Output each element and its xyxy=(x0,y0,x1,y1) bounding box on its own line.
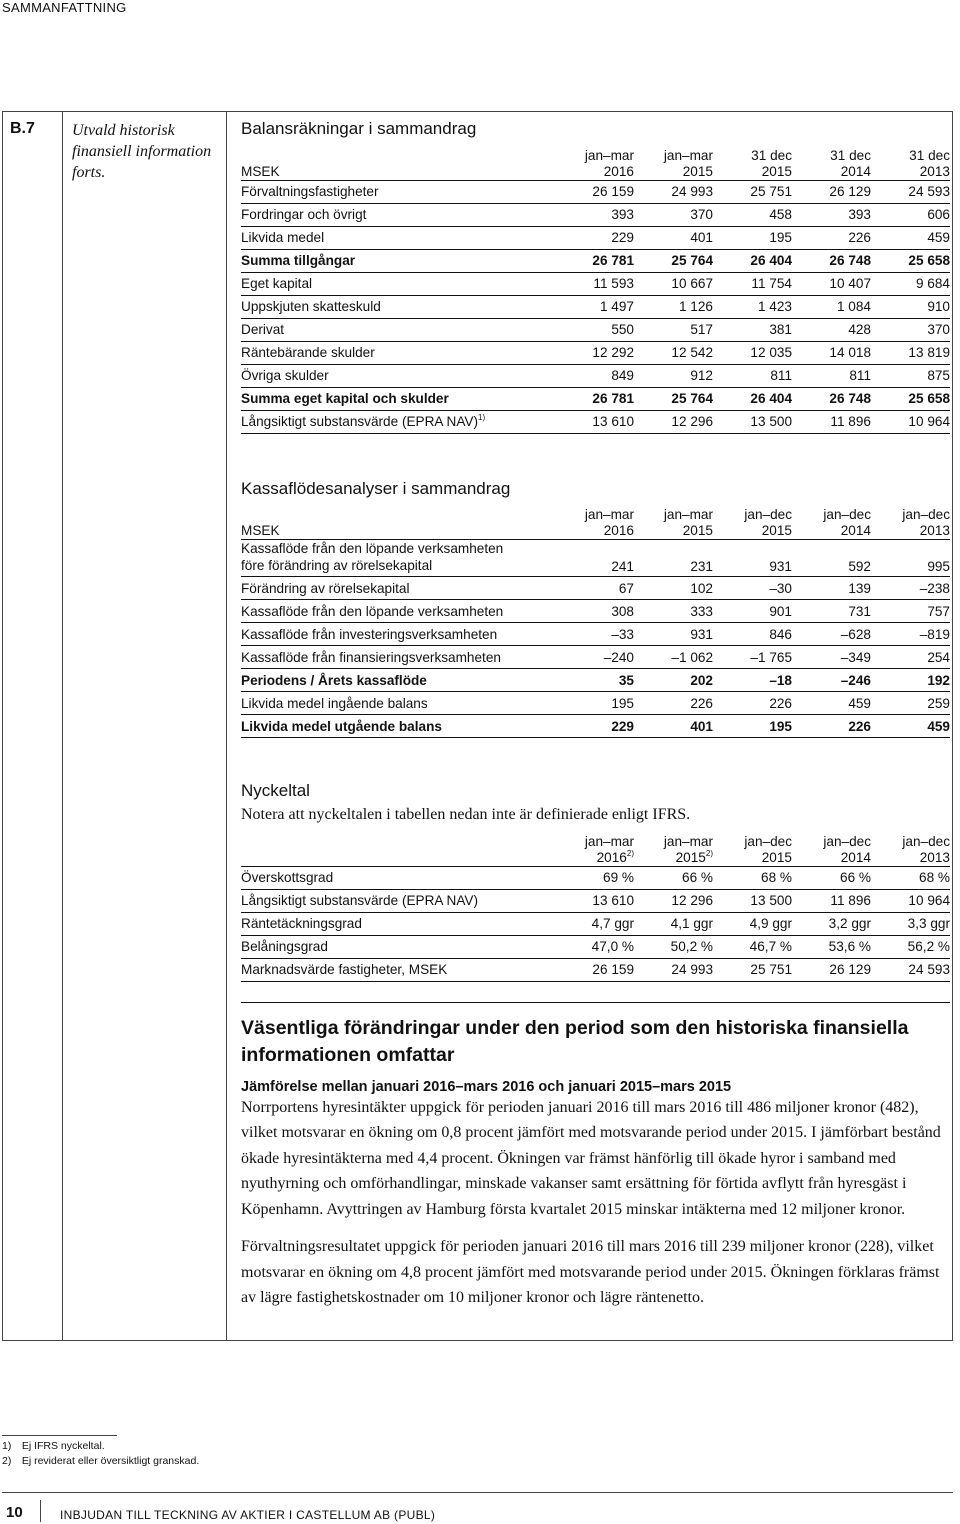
ratios-table xyxy=(241,832,950,982)
row-label xyxy=(241,249,555,272)
cell-value: 393 xyxy=(848,207,871,222)
cell-value: 35 xyxy=(618,672,634,688)
row-label-text: Överskottsgrad xyxy=(241,870,334,885)
cell-value: 241 xyxy=(611,559,634,574)
cell-value: 67 xyxy=(618,580,634,596)
cell-value: 102 xyxy=(690,580,713,596)
cell-value: 912 xyxy=(690,368,713,383)
column-header: jan–dec 2013 xyxy=(902,833,950,865)
table-row xyxy=(241,646,950,669)
cell-value: 68 % xyxy=(919,870,950,885)
footer-rule xyxy=(2,1492,953,1493)
cell-value: 901 xyxy=(769,603,792,619)
table-row xyxy=(241,226,950,249)
column-header: 31 dec 2014 xyxy=(830,147,871,179)
changes-paragraph: Förvaltningsresultatet uppgick för perioden januari 2016 till mars 2016 till 239 miljoner kronor (228), vilket motsvarar en ökning om 4,8 procent jämfört med motsvarande period under 2015. Ökningen förklaras främst av lägre fastighetskostnader om 10 miljoner kronor och lägre räntenetto. xyxy=(241,1238,940,1306)
cell-value: 226 xyxy=(690,695,713,711)
table-row xyxy=(241,203,950,226)
unit-header xyxy=(241,832,555,866)
unit-header: MSEK xyxy=(241,163,280,179)
cell-value: 229 xyxy=(611,230,634,245)
row-label-text: Eget kapital xyxy=(241,276,313,291)
row-label-text: Långsiktigt substansvärde (EPRA NAV) xyxy=(241,414,478,429)
cell-value: 428 xyxy=(848,322,871,337)
cell-value: 14 018 xyxy=(829,345,871,360)
cell-value: 370 xyxy=(927,322,950,337)
column-header: jan–dec 2015 xyxy=(744,507,792,538)
cell-value: 757 xyxy=(927,603,950,619)
unit-header: MSEK xyxy=(241,523,280,538)
cell-value: 26 129 xyxy=(829,962,871,977)
cell-value: 26 159 xyxy=(592,184,634,199)
table-row xyxy=(241,577,950,600)
cell-value: 12 542 xyxy=(671,345,713,360)
row-label-text: Räntetäckningsgrad xyxy=(241,916,362,931)
cell-value: 195 xyxy=(769,718,792,734)
table-row xyxy=(241,623,950,646)
table-row xyxy=(241,540,950,577)
table-row xyxy=(241,912,950,935)
cell-value: 53,6 % xyxy=(828,939,871,954)
column-header: jan–mar 2016$^{2)}$ xyxy=(584,833,634,865)
cell-value: 12 296 xyxy=(671,893,713,908)
cell-value: –349 xyxy=(840,649,871,665)
table-row xyxy=(241,318,950,341)
cell-value: 26 748 xyxy=(829,391,871,406)
cell-value: 26 748 xyxy=(829,253,871,268)
row-label xyxy=(241,912,555,935)
row-label-text: Kassaflöde från finansieringsverksamheten xyxy=(241,649,501,665)
row-label xyxy=(241,226,555,249)
section-content xyxy=(241,118,951,1311)
cell-value: 846 xyxy=(769,626,792,642)
cell-value: 24 993 xyxy=(671,962,713,977)
cell-value: 811 xyxy=(849,368,871,383)
cell-value: 910 xyxy=(927,299,950,314)
cell-value: 50,2 % xyxy=(670,939,713,954)
cell-value: 46,7 % xyxy=(749,939,792,954)
table-row xyxy=(241,889,950,912)
cell-value: –1 765 xyxy=(750,649,792,665)
row-label-text: Likvida medel ingående balans xyxy=(241,695,428,711)
cell-value: 26 159 xyxy=(592,962,634,977)
table-row xyxy=(241,958,950,981)
cell-value: 11 896 xyxy=(830,414,871,429)
cell-value: –33 xyxy=(611,626,634,642)
cell-value: 13 819 xyxy=(908,345,950,360)
cell-value: 254 xyxy=(927,649,950,665)
cell-value: 459 xyxy=(927,230,950,245)
row-label-text: Räntebärande skulder xyxy=(241,345,375,360)
column-header: jan–dec 2014 xyxy=(823,833,871,865)
cell-value: 226 xyxy=(848,718,871,734)
footer-divider xyxy=(40,1500,41,1522)
cell-value: 458 xyxy=(769,207,792,222)
page-number: 10 xyxy=(6,1504,23,1521)
balance-title: Balansräkningar i sammandrag xyxy=(241,119,477,138)
cell-value: 66 % xyxy=(682,870,713,885)
cell-value: 10 407 xyxy=(829,276,871,291)
row-label xyxy=(241,958,555,981)
cell-value: 24 593 xyxy=(908,184,950,199)
column-header: jan–mar 2015$^{2)}$ xyxy=(663,833,713,865)
column-header: jan–mar 2015 xyxy=(663,507,713,538)
table-row xyxy=(241,669,950,692)
row-label-text: Långsiktigt substansvärde (EPRA NAV) xyxy=(241,893,478,908)
cell-value: 226 xyxy=(848,230,871,245)
column-header: jan–dec 2013 xyxy=(902,507,950,538)
changes-subtitle: Jämförelse mellan januari 2016–mars 2016 och januari 2015–mars 2015 xyxy=(241,1078,732,1095)
cell-value: 12 035 xyxy=(750,345,792,360)
cell-value: 68 % xyxy=(761,870,792,885)
cell-value: 12 292 xyxy=(592,345,634,360)
cell-value: 4,1 ggr xyxy=(670,916,713,931)
row-label xyxy=(241,669,555,692)
cell-value: 1 497 xyxy=(599,299,634,314)
cell-value: 66 % xyxy=(840,870,871,885)
column-divider xyxy=(62,111,63,1341)
cell-value: 550 xyxy=(611,322,634,337)
cell-value: 849 xyxy=(611,368,634,383)
row-label xyxy=(241,600,555,623)
row-label xyxy=(241,180,555,203)
row-label-text: Derivat xyxy=(241,322,285,337)
cashflow-title: Kassaflödesanalyser i sammandrag xyxy=(241,478,511,498)
row-label xyxy=(241,387,555,410)
ratios-note: Notera att nyckeltalen i tabellen nedan inte är definierade enligt IFRS. xyxy=(241,806,691,823)
cell-value: 811 xyxy=(770,368,792,383)
row-label xyxy=(241,295,555,318)
cell-value: 875 xyxy=(927,368,950,383)
cell-value: 370 xyxy=(690,207,713,222)
cell-value: 12 296 xyxy=(671,414,713,429)
section-id: B.7 xyxy=(10,120,35,137)
row-label-text: Likvida medel xyxy=(241,230,325,245)
table-row xyxy=(241,180,950,203)
row-label xyxy=(241,410,555,433)
cell-value: 25 764 xyxy=(671,253,713,268)
cell-value: –246 xyxy=(840,672,871,688)
row-label xyxy=(241,577,555,600)
cell-value: 25 751 xyxy=(750,184,792,199)
table-row xyxy=(241,410,950,433)
cell-value: 10 964 xyxy=(908,893,950,908)
column-header: jan–mar 2016 xyxy=(584,147,634,179)
row-label xyxy=(241,935,555,958)
row-label-text: Summa eget kapital och skulder xyxy=(241,391,449,406)
table-row xyxy=(241,387,950,410)
row-label xyxy=(241,715,555,738)
changes-paragraph: Norrportens hyresintäkter uppgick för perioden januari 2016 till mars 2016 till 486 miljoner kronor (482), vilket motsvarar en ökning om 0,8 procent jämfört med motsvarande period under 2015. I jämförbart bestånd ökade hyresintäkterna med 4,4 procent. Ökningen var främst hänförlig till ökade hyror i samband med nyuthyrning och omförhandlingar, minskade vakanser samt ersättning för förtida avflytt från hyresgäst i Köpenhamn. Avyttringen av Hamburg första kvartalet 2015 minskar intäkterna med 12 miljoner kronor. xyxy=(241,1098,941,1218)
cell-value: 10 964 xyxy=(908,414,950,429)
cell-value: 11 754 xyxy=(751,276,792,291)
cell-value: 259 xyxy=(927,695,950,711)
footnote: 2) Ej reviderat eller översiktligt granskad. xyxy=(2,1455,200,1467)
cell-value: 1 423 xyxy=(757,299,792,314)
cell-value: 25 658 xyxy=(908,253,950,268)
cell-value: 56,2 % xyxy=(907,939,950,954)
cell-value: 24 593 xyxy=(908,962,950,977)
cell-value: 13 610 xyxy=(592,414,634,429)
cell-value: –1 062 xyxy=(671,649,713,665)
running-header: SAMMANFATTNING xyxy=(2,0,127,15)
row-label xyxy=(241,623,555,646)
cell-value: 25 751 xyxy=(750,962,792,977)
cell-value: 4,9 ggr xyxy=(749,916,792,931)
cell-value: 26 781 xyxy=(592,391,634,406)
table-row xyxy=(241,866,950,889)
cell-value: 459 xyxy=(927,718,950,734)
cell-value: 3,2 ggr xyxy=(828,916,871,931)
row-label xyxy=(241,341,555,364)
cell-value: 25 764 xyxy=(671,391,713,406)
cell-value: 592 xyxy=(848,559,871,574)
row-label-line: före förändring av rörelsekapital xyxy=(241,558,433,573)
section-title: Utvald historisk finansiell information forts. xyxy=(72,122,212,181)
row-label xyxy=(241,692,555,715)
cell-value: 26 781 xyxy=(592,253,634,268)
column-header: jan–dec 2015 xyxy=(744,833,792,865)
changes-title: Väsentliga förändringar under den period som den historiska finansiella informationen omfattar xyxy=(241,1016,909,1066)
cell-value: 401 xyxy=(690,718,713,734)
cell-value: 9 684 xyxy=(915,276,950,291)
cell-value: 731 xyxy=(848,603,871,619)
row-label-text: Kassaflöde från investeringsverksamheten xyxy=(241,626,498,642)
section-divider xyxy=(241,1002,950,1003)
table-row xyxy=(241,249,950,272)
cell-value: 26 129 xyxy=(829,184,871,199)
cell-value: 24 993 xyxy=(671,184,713,199)
cell-value: 47,0 % xyxy=(591,939,634,954)
cell-value: 202 xyxy=(690,672,713,688)
table-row xyxy=(241,295,950,318)
cell-value: 13 500 xyxy=(750,893,792,908)
cell-value: 26 404 xyxy=(750,391,792,406)
cell-value: –30 xyxy=(769,580,792,596)
table-row xyxy=(241,341,950,364)
cell-value: 333 xyxy=(690,603,713,619)
cell-value: 69 % xyxy=(603,870,634,885)
cell-value: 139 xyxy=(848,580,871,596)
ratios-title: Nyckeltal xyxy=(241,781,310,800)
cell-value: –628 xyxy=(840,626,871,642)
cell-value: 192 xyxy=(927,672,950,688)
table-row xyxy=(241,600,950,623)
cell-value: 25 658 xyxy=(908,391,950,406)
cell-value: 931 xyxy=(769,559,792,574)
table-row xyxy=(241,715,950,738)
row-label-line: Kassaflöde från den löpande verksamheten xyxy=(241,541,504,556)
footnote: 1) Ej IFRS nyckeltal. xyxy=(2,1440,105,1452)
table-row xyxy=(241,935,950,958)
cell-value: 1 126 xyxy=(678,299,713,314)
row-label-text: Fordringar och övrigt xyxy=(241,207,367,222)
footnote-rule xyxy=(2,1435,117,1436)
footer-title: INBJUDAN TILL TECKNING AV AKTIER I CASTELLUM AB (PUBL) xyxy=(60,1508,436,1522)
cell-value: 13 500 xyxy=(750,414,792,429)
table-row xyxy=(241,692,950,715)
cell-value: 195 xyxy=(769,230,792,245)
row-label xyxy=(241,364,555,387)
cell-value: 4,7 ggr xyxy=(591,916,634,931)
row-label-text: Belåningsgrad xyxy=(241,939,328,954)
cell-value: 459 xyxy=(848,695,871,711)
balance-table xyxy=(241,146,950,434)
column-header: jan–mar 2015 xyxy=(663,147,713,179)
cell-value: 381 xyxy=(769,322,792,337)
cell-value: 606 xyxy=(927,207,950,222)
cell-value: 517 xyxy=(690,322,713,337)
cell-value: 401 xyxy=(690,230,713,245)
table-row xyxy=(241,272,950,295)
cell-value: –238 xyxy=(919,580,950,596)
table-row xyxy=(241,364,950,387)
cell-value: 231 xyxy=(690,559,713,574)
row-label-text: Uppskjuten skatteskuld xyxy=(241,299,381,314)
column-header: 31 dec 2015 xyxy=(751,147,792,179)
cell-value: 11 896 xyxy=(830,893,871,908)
cell-value: 26 404 xyxy=(750,253,792,268)
cell-value: 226 xyxy=(769,695,792,711)
row-label xyxy=(241,318,555,341)
cashflow-table xyxy=(241,506,950,739)
row-label-text: Förvaltningsfastigheter xyxy=(241,184,379,199)
row-label-text: Summa tillgångar xyxy=(241,253,356,268)
cell-value: 308 xyxy=(611,603,634,619)
row-label-text: Kassaflöde från den löpande verksamheten xyxy=(241,603,504,619)
cell-value: 393 xyxy=(611,207,634,222)
cell-value: 195 xyxy=(611,695,634,711)
column-header: jan–mar 2016 xyxy=(584,507,634,538)
column-divider xyxy=(226,111,227,1341)
row-label xyxy=(241,646,555,669)
cell-value: 10 667 xyxy=(671,276,713,291)
footnote-ref: 1) xyxy=(478,413,486,422)
row-label-text: Likvida medel utgående balans xyxy=(241,718,442,734)
row-label-text: Övriga skulder xyxy=(241,368,329,383)
row-label xyxy=(241,889,555,912)
row-label xyxy=(241,203,555,226)
cell-value: –819 xyxy=(919,626,950,642)
row-label xyxy=(241,866,555,889)
column-header: 31 dec 2013 xyxy=(909,147,950,179)
row-label xyxy=(241,272,555,295)
cell-value: 995 xyxy=(927,559,950,574)
cell-value: 11 593 xyxy=(593,276,634,291)
cell-value: 13 610 xyxy=(592,893,634,908)
column-header: jan–dec 2014 xyxy=(823,507,871,538)
cell-value: 1 084 xyxy=(836,299,871,314)
cell-value: 229 xyxy=(611,718,634,734)
cell-value: –240 xyxy=(603,649,634,665)
cell-value: –18 xyxy=(769,672,792,688)
cell-value: 3,3 ggr xyxy=(907,916,950,931)
row-label-text: Periodens / Årets kassaflöde xyxy=(241,672,427,688)
row-label-text: Förändring av rörelsekapital xyxy=(241,580,410,596)
row-label xyxy=(241,540,555,577)
cell-value: 931 xyxy=(690,626,713,642)
row-label-text: Marknadsvärde fastigheter, MSEK xyxy=(241,962,448,977)
